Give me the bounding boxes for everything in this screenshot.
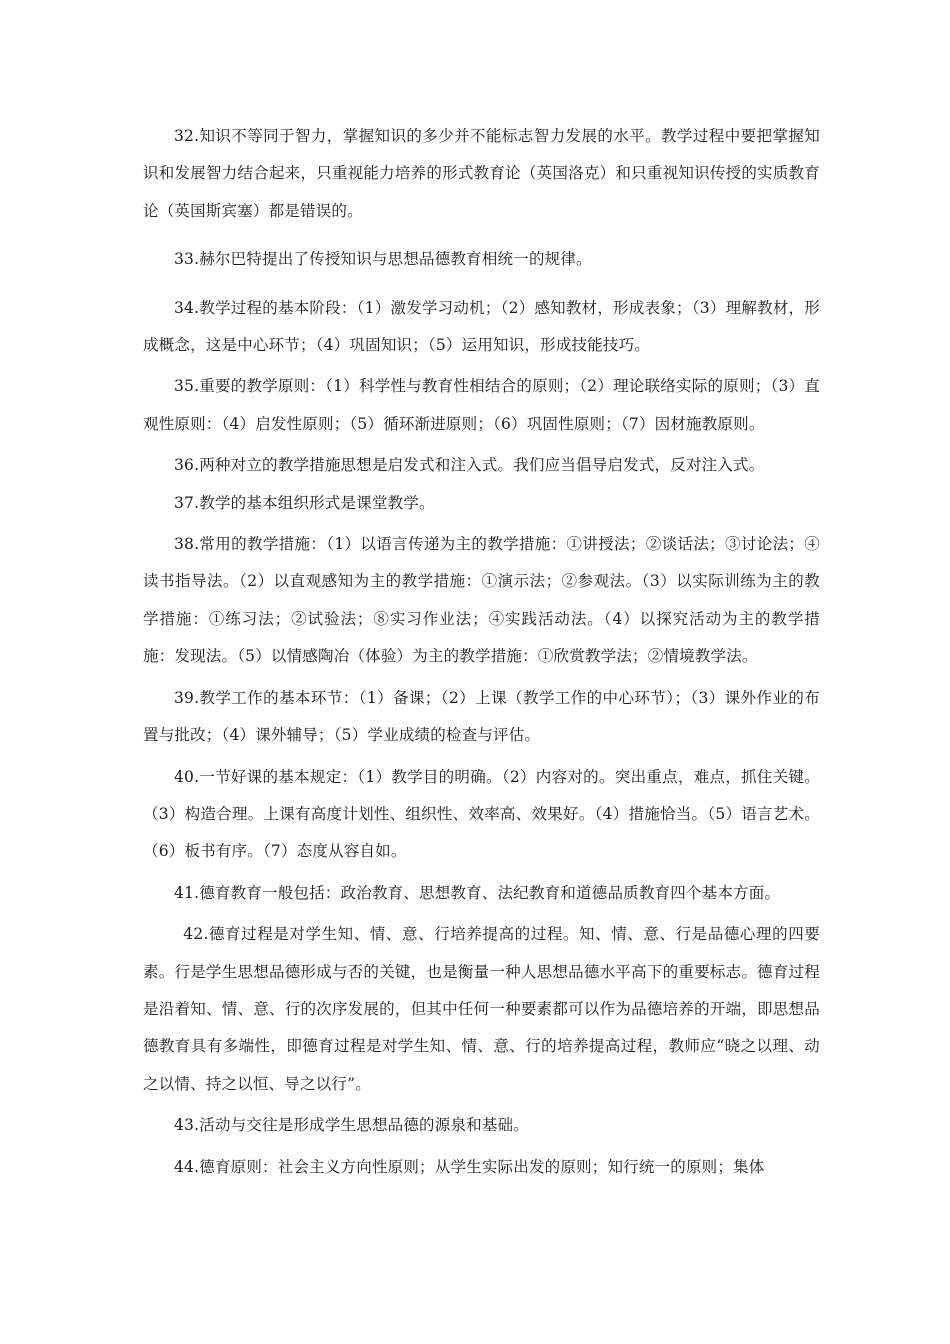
document-page — [143, 118, 820, 1186]
paragraph-39: 39.教学工作的基本环节：（1）备课；（2）上课（教学工作的中心环节）；（3）课外作业的布置与批改；（4）课外辅导；（5）学业成绩的检查与评估。 — [143, 688, 820, 745]
paragraph-34: 34.教学过程的基本阶段：（1）激发学习动机；（2）感知教材，形成表象；（3）理解教材，形成概念，这是中心环节；（4）巩固知识；（5）运用知识，形成技能技巧。 — [143, 298, 820, 355]
paragraph-35: 35.重要的教学原则：（1）科学性与教育性相结合的原则；（2）理论联络实际的原则；（3）直观性原则：（4）启发性原则；（5）循环渐进原则；（6）巩固性原则；（7）因材施教原则。 — [143, 377, 820, 433]
paragraph-36: 36.两种对立的教学措施思想是启发式和注入式。我们应当倡导启发式，反对注入式。 — [174, 456, 765, 475]
paragraph-38: 38.常用的教学措施：（1）以语言传递为主的教学措施：①讲授法；②谈话法；③讨论法；④读书指导法。（2）以直观感知为主的教学措施：①演示法；②参观法。（3）以实际训练为主的教学措施：①练习法；②试验法；⑧实习作业法；④实践活动法。（4）以探究活动为主的教学措施：发现法。（5）以情感陶冶（体验）为主的教学措施：①欣赏教学法；②情境教学法。 — [143, 535, 820, 666]
paragraph-44: 44.德育原则：社会主义方向性原则；从学生实际出发的原则；知行统一的原则；集体 — [174, 1157, 765, 1176]
paragraph-37: 37.教学的基本组织形式是课堂教学。 — [174, 493, 435, 512]
paragraph-32: 32.知识不等同于智力，掌握知识的多少并不能标志智力发展的水平。教学过程中要把掌握知识和发展智力结合起来，只重视能力培养的形式教育论（英国洛克）和只重视知识传授的实质教育论（英国斯宾塞）都是错误的。 — [143, 127, 820, 220]
paragraph-43: 43.活动与交往是形成学生思想品德的源泉和基础。 — [174, 1116, 529, 1135]
paragraph-33: 33.赫尔巴特提出了传授知识与思想品德教育相统一的规律。 — [174, 250, 592, 269]
paragraph-41: 41.德育教育一般包括：政治教育、思想教育、法纪教育和道德品质教育四个基本方面。 — [174, 883, 781, 902]
paragraph-40: 40.一节好课的基本规定：（1）教学目的明确。（2）内容对的。突出重点，难点，抓住关键。 （3）构造合理。上课有高度计划性、组织性、效率高、效果好。（4）措施恰当。（5）语言艺术。（6）板书有序。（7）态度从容自如。 — [143, 767, 820, 861]
paragraph-42: 42.德育过程是对学生知、情、意、行培养提高的过程。知、情、意、行是品德心理的四要素。行是学生思想品德形成与否的关键，也是衡量一种人思想品德水平高下的重要标志。德育过程是沿着知、情、意、行的次序发展的，但其中任何一种要素都可以作为品德培养的开端，即思想品德教育具有多端性，即德育过程是对学生知、情、意、行的培养提高过程，教师应“晓之以理、动之以情、持之以恒、导之以行”。 — [143, 925, 820, 1093]
